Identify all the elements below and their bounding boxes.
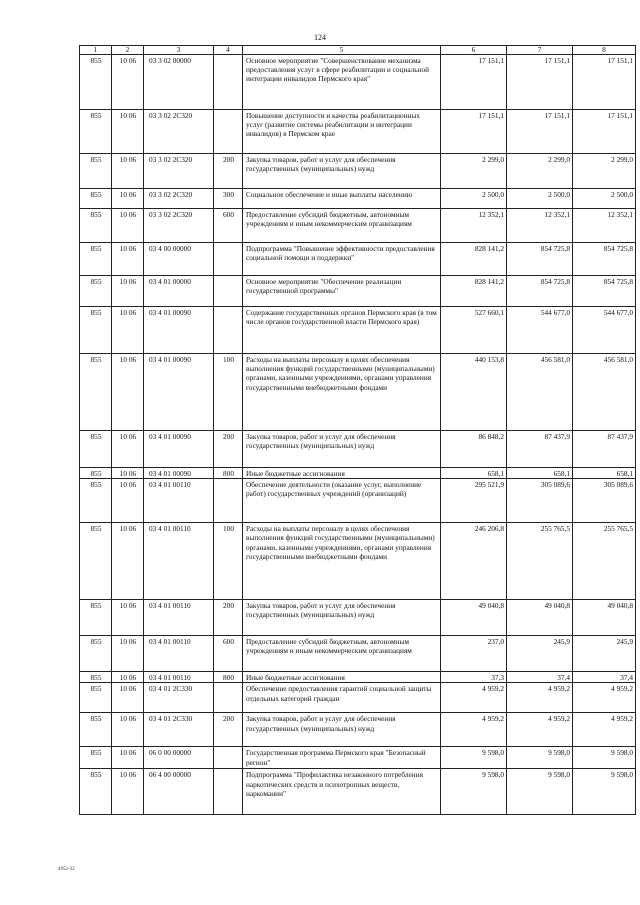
cell-expense-type: 200 (214, 713, 243, 747)
cell-target-article: 03 4 01 00090 (144, 307, 214, 354)
cell-section: 10 06 (112, 189, 144, 209)
table-row (80, 209, 636, 243)
cell-amount-year1: 527 660,1 (441, 307, 507, 354)
cell-name: Закупка товаров, работ и услуг для обеспечения государственных (муниципальных) нужд (243, 431, 441, 468)
cell-amount-year2: 658,1 (507, 468, 573, 479)
cell-name: Основное мероприятие "Совершенствование механизма предоставления услуг в сфере реабилитации и социальной интеграции инвалидов Пермского края" (243, 55, 441, 110)
header-cell: 1 (80, 46, 112, 55)
header-cell: 3 (144, 46, 214, 55)
cell-target-article: 03 4 01 00110 (144, 636, 214, 672)
cell-amount-year1: 2 299,0 (441, 154, 507, 189)
cell-amount-year3: 854 725,8 (573, 243, 636, 276)
cell-amount-year2: 87 437,9 (507, 431, 573, 468)
cell-section: 10 06 (112, 431, 144, 468)
cell-ministry: 855 (80, 479, 112, 523)
cell-name: Государственная программа Пермского края "Безопасный регион" (243, 747, 441, 769)
cell-amount-year1: 658,1 (441, 468, 507, 479)
cell-amount-year1: 9 598,0 (441, 769, 507, 815)
cell-section: 10 06 (112, 307, 144, 354)
cell-name: Обеспечение деятельности (оказание услуг, выполнение работ) государственных учреждений (организаций) (243, 479, 441, 523)
cell-amount-year1: 37,3 (441, 672, 507, 683)
header-cell: 6 (441, 46, 507, 55)
table-body (80, 55, 636, 815)
cell-name: Повышение доступности и качества реабилитационных услуг (развитие системы реабилитации и интеграции инвалидов) в Пермском крае (243, 110, 441, 154)
cell-amount-year2: 245,9 (507, 636, 573, 672)
cell-name: Подпрограмма "Повышение эффективности предоставления социальной помощи и поддержки" (243, 243, 441, 276)
cell-amount-year3: 305 089,6 (573, 479, 636, 523)
cell-ministry: 855 (80, 636, 112, 672)
cell-amount-year1: 12 352,1 (441, 209, 507, 243)
cell-amount-year1: 17 151,1 (441, 55, 507, 110)
table-row (80, 110, 636, 154)
cell-ministry: 855 (80, 747, 112, 769)
cell-amount-year3: 12 352,1 (573, 209, 636, 243)
cell-amount-year2: 12 352,1 (507, 209, 573, 243)
cell-section: 10 06 (112, 636, 144, 672)
cell-name: Закупка товаров, работ и услуг для обеспечения государственных (муниципальных) нужд (243, 713, 441, 747)
cell-amount-year1: 9 598,0 (441, 747, 507, 769)
cell-amount-year3: 9 598,0 (573, 747, 636, 769)
cell-target-article: 03 3 02 2С320 (144, 110, 214, 154)
cell-target-article: 03 4 01 00000 (144, 276, 214, 307)
cell-name: Основное мероприятие "Обеспечение реализации государственной программы" (243, 276, 441, 307)
cell-amount-year3: 87 437,9 (573, 431, 636, 468)
cell-amount-year1: 295 521,9 (441, 479, 507, 523)
cell-amount-year2: 9 598,0 (507, 747, 573, 769)
cell-expense-type: 600 (214, 209, 243, 243)
cell-ministry: 855 (80, 769, 112, 815)
cell-ministry: 855 (80, 431, 112, 468)
cell-amount-year3: 2 299,0 (573, 154, 636, 189)
cell-target-article: 03 4 01 2С330 (144, 713, 214, 747)
cell-amount-year3: 37,4 (573, 672, 636, 683)
cell-target-article: 03 3 02 2С320 (144, 154, 214, 189)
page-number: 124 (314, 33, 326, 42)
cell-target-article: 03 3 02 00000 (144, 55, 214, 110)
cell-amount-year3: 854 725,8 (573, 276, 636, 307)
cell-section: 10 06 (112, 747, 144, 769)
cell-amount-year3: 49 040,8 (573, 600, 636, 636)
cell-expense-type: 800 (214, 468, 243, 479)
cell-amount-year1: 828 141,2 (441, 243, 507, 276)
cell-amount-year3: 9 598,0 (573, 769, 636, 815)
table-row (80, 189, 636, 209)
cell-section: 10 06 (112, 110, 144, 154)
cell-amount-year1: 237,0 (441, 636, 507, 672)
cell-section: 10 06 (112, 672, 144, 683)
cell-ministry: 855 (80, 672, 112, 683)
cell-name: Обеспечение предоставления гарантий социальной защиты отдельных категорий граждан (243, 683, 441, 713)
cell-target-article: 03 4 01 00110 (144, 600, 214, 636)
cell-ministry: 855 (80, 523, 112, 600)
cell-target-article: 03 4 00 00000 (144, 243, 214, 276)
cell-amount-year3: 4 959,2 (573, 713, 636, 747)
cell-ministry: 855 (80, 683, 112, 713)
cell-section: 10 06 (112, 154, 144, 189)
cell-amount-year2: 4 959,2 (507, 683, 573, 713)
cell-ministry: 855 (80, 110, 112, 154)
footer-code: 4952-32 (58, 867, 75, 872)
cell-amount-year1: 86 848,2 (441, 431, 507, 468)
cell-amount-year2: 49 040,8 (507, 600, 573, 636)
cell-section: 10 06 (112, 55, 144, 110)
cell-amount-year2: 544 677,0 (507, 307, 573, 354)
cell-amount-year2: 9 598,0 (507, 769, 573, 815)
cell-target-article: 03 4 01 00090 (144, 431, 214, 468)
cell-ministry: 855 (80, 713, 112, 747)
table-row (80, 243, 636, 276)
cell-expense-type: 100 (214, 354, 243, 431)
table-row (80, 683, 636, 713)
table-row (80, 713, 636, 747)
cell-amount-year2: 255 765,5 (507, 523, 573, 600)
cell-section: 10 06 (112, 243, 144, 276)
cell-expense-type (214, 769, 243, 815)
cell-ministry: 855 (80, 189, 112, 209)
cell-name: Закупка товаров, работ и услуг для обеспечения государственных (муниципальных) нужд (243, 600, 441, 636)
cell-amount-year2: 2 299,0 (507, 154, 573, 189)
cell-amount-year2: 17 151,1 (507, 55, 573, 110)
cell-amount-year3: 4 959,2 (573, 683, 636, 713)
cell-section: 10 06 (112, 600, 144, 636)
table-row (80, 468, 636, 479)
cell-expense-type (214, 243, 243, 276)
cell-target-article: 03 4 01 00090 (144, 468, 214, 479)
cell-section: 10 06 (112, 683, 144, 713)
cell-target-article: 03 4 01 2С330 (144, 683, 214, 713)
cell-name: Подпрограмма "Профилактика незаконного потребления наркотических средств и психотропных веществ, наркомании" (243, 769, 441, 815)
cell-expense-type: 800 (214, 672, 243, 683)
cell-ministry: 855 (80, 55, 112, 110)
cell-section: 10 06 (112, 354, 144, 431)
cell-name: Иные бюджетные ассигнования (243, 468, 441, 479)
cell-name: Расходы на выплаты персоналу в целях обеспечения выполнения функций государственными (муниципальными) органами, казенными учреждениями, органами управления государственными внебюджетными фондами (243, 354, 441, 431)
cell-section: 10 06 (112, 479, 144, 523)
header-cell: 8 (573, 46, 636, 55)
cell-amount-year2: 4 959,2 (507, 713, 573, 747)
cell-expense-type (214, 55, 243, 110)
table-row (80, 307, 636, 354)
table-row (80, 600, 636, 636)
cell-amount-year2: 37,4 (507, 672, 573, 683)
cell-amount-year1: 246 206,8 (441, 523, 507, 600)
cell-section: 10 06 (112, 276, 144, 307)
cell-ministry: 855 (80, 209, 112, 243)
cell-expense-type (214, 307, 243, 354)
cell-ministry: 855 (80, 154, 112, 189)
cell-amount-year1: 828 141,2 (441, 276, 507, 307)
cell-expense-type: 200 (214, 431, 243, 468)
cell-name: Социальное обеспечение и иные выплаты населению (243, 189, 441, 209)
cell-amount-year1: 4 959,2 (441, 713, 507, 747)
cell-target-article: 03 3 02 2С320 (144, 189, 214, 209)
cell-ministry: 855 (80, 600, 112, 636)
table-row (80, 636, 636, 672)
cell-amount-year3: 245,9 (573, 636, 636, 672)
cell-amount-year2: 854 725,8 (507, 243, 573, 276)
cell-amount-year2: 17 151,1 (507, 110, 573, 154)
cell-target-article: 03 4 01 00110 (144, 672, 214, 683)
cell-target-article: 06 0 00 00000 (144, 747, 214, 769)
cell-name: Предоставление субсидий бюджетным, автономным учреждениям и иным некоммерческим организациям (243, 636, 441, 672)
header-cell: 5 (243, 46, 441, 55)
table-row (80, 769, 636, 815)
cell-amount-year2: 305 089,6 (507, 479, 573, 523)
table-row (80, 354, 636, 431)
header-cell: 2 (112, 46, 144, 55)
cell-expense-type (214, 683, 243, 713)
cell-expense-type: 200 (214, 154, 243, 189)
table-row (80, 523, 636, 600)
header-cell: 7 (507, 46, 573, 55)
cell-target-article: 03 3 02 2С320 (144, 209, 214, 243)
table-row (80, 431, 636, 468)
budget-table (79, 45, 636, 815)
cell-name: Предоставление субсидий бюджетным, автономным учреждениям и иным некоммерческим организациям (243, 209, 441, 243)
cell-target-article: 03 4 01 00110 (144, 523, 214, 600)
cell-amount-year1: 49 040,8 (441, 600, 507, 636)
header-row (80, 46, 636, 55)
cell-expense-type (214, 479, 243, 523)
cell-section: 10 06 (112, 468, 144, 479)
cell-section: 10 06 (112, 713, 144, 747)
cell-amount-year3: 2 500,0 (573, 189, 636, 209)
cell-amount-year1: 4 959,2 (441, 683, 507, 713)
cell-ministry: 855 (80, 276, 112, 307)
cell-expense-type: 100 (214, 523, 243, 600)
table-row (80, 55, 636, 110)
cell-name: Закупка товаров, работ и услуг для обеспечения государственных (муниципальных) нужд (243, 154, 441, 189)
cell-amount-year3: 658,1 (573, 468, 636, 479)
cell-name: Содержание государственных органов Пермского края (в том числе органов государственной власти Пермского края) (243, 307, 441, 354)
cell-ministry: 855 (80, 468, 112, 479)
cell-amount-year2: 2 500,0 (507, 189, 573, 209)
cell-amount-year2: 456 581,0 (507, 354, 573, 431)
cell-amount-year2: 854 725,8 (507, 276, 573, 307)
table-row (80, 747, 636, 769)
cell-expense-type: 200 (214, 600, 243, 636)
cell-section: 10 06 (112, 523, 144, 600)
cell-expense-type (214, 110, 243, 154)
cell-target-article: 03 4 01 00090 (144, 354, 214, 431)
cell-amount-year3: 456 581,0 (573, 354, 636, 431)
cell-amount-year3: 544 677,0 (573, 307, 636, 354)
table-row (80, 479, 636, 523)
cell-expense-type (214, 747, 243, 769)
cell-target-article: 06 4 00 00000 (144, 769, 214, 815)
table-row (80, 154, 636, 189)
cell-ministry: 855 (80, 243, 112, 276)
header-cell: 4 (214, 46, 243, 55)
cell-section: 10 06 (112, 769, 144, 815)
cell-amount-year3: 17 151,1 (573, 55, 636, 110)
cell-amount-year1: 2 500,0 (441, 189, 507, 209)
table-row (80, 672, 636, 683)
cell-name: Иные бюджетные ассигнования (243, 672, 441, 683)
cell-ministry: 855 (80, 307, 112, 354)
cell-amount-year3: 17 151,1 (573, 110, 636, 154)
cell-expense-type (214, 276, 243, 307)
cell-expense-type: 300 (214, 189, 243, 209)
cell-amount-year3: 255 765,5 (573, 523, 636, 600)
cell-expense-type: 600 (214, 636, 243, 672)
cell-ministry: 855 (80, 354, 112, 431)
cell-target-article: 03 4 01 00110 (144, 479, 214, 523)
table-row (80, 276, 636, 307)
cell-amount-year1: 440 153,8 (441, 354, 507, 431)
cell-section: 10 06 (112, 209, 144, 243)
cell-amount-year1: 17 151,1 (441, 110, 507, 154)
cell-name: Расходы на выплаты персоналу в целях обеспечения выполнения функций государственными (муниципальными) органами, казенными учреждениями, органами управления государственными внебюджетными фондами (243, 523, 441, 600)
